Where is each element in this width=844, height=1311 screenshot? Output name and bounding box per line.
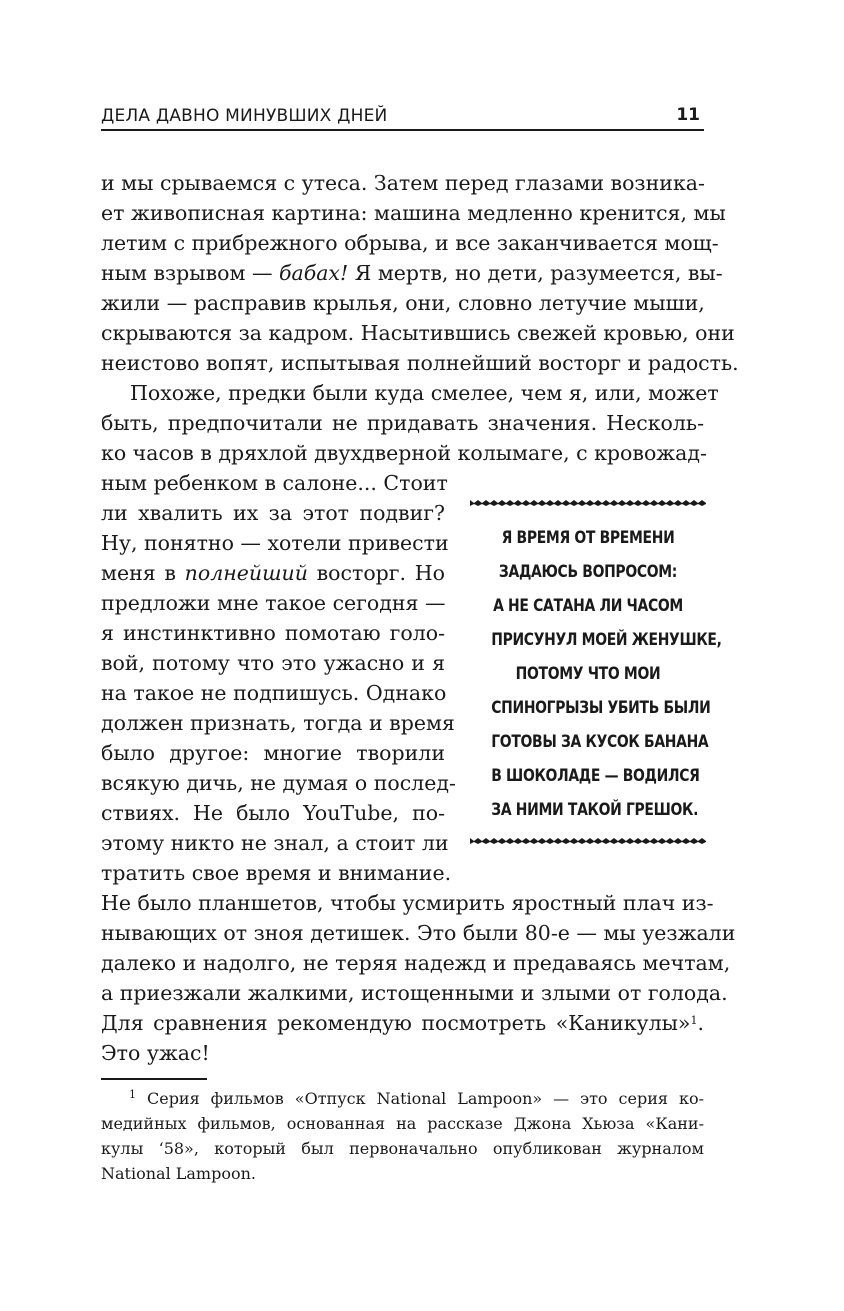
pull-quote-line: В ШОКОЛАДЕ — ВОДИЛСЯ: [491, 766, 700, 786]
text-line: меня в полнейший восторг. Но: [101, 561, 445, 585]
pull-quote-line: ЗА НИМИ ТАКОЙ ГРЕШОК.: [491, 800, 699, 820]
pull-quote-line: СПИНОГРЫЗЫ УБИТЬ БЫЛИ: [491, 698, 711, 718]
pull-quote-line: ГОТОВЫ ЗА КУСОК БАНАНА: [491, 732, 709, 752]
footnote-line: кулы ‘58», который был первоначально опубликован журналом: [101, 1139, 704, 1158]
text-line: летим с прибрежного обрыва, и все заканчивается мощ-: [101, 231, 719, 255]
text-line: Для сравнения рекомендую посмотреть «Каникулы»$^1$.: [101, 1011, 704, 1035]
text-line: ствиях. Не было YouTube, по-: [101, 801, 445, 825]
pull-quote-line: Я ВРЕМЯ ОТ ВРЕМЕНИ: [501, 528, 675, 548]
text-line: нывающих от зноя детишек. Это были 80-е — мы уезжали: [101, 921, 736, 945]
text-line: вой, потому что это ужасно и я: [101, 651, 445, 675]
page-number: 11: [676, 105, 700, 125]
text-line: жили — расправив крылья, они, словно летучие мыши,: [101, 291, 705, 315]
footnote-line: National Lampoon.: [101, 1164, 256, 1183]
text-line: Это ужас!: [101, 1041, 210, 1065]
running-title: ДЕЛА ДАВНО МИНУВШИХ ДНЕЙ: [101, 106, 388, 126]
pull-quote-line: ПОТОМУ ЧТО МОИ: [515, 664, 661, 684]
pull-quote: [470, 498, 722, 850]
text-line: этому никто не знал, а стоит ли: [101, 831, 449, 855]
text-line: Похоже, предки были куда смелее, чем я, или, может: [130, 381, 719, 405]
zigzag-border-bottom: [470, 836, 706, 846]
text-line: неистово вопят, испытывая полнейший восторг и радость.: [101, 351, 739, 375]
text-line: ным ребенком в салоне... Стоит: [101, 471, 448, 495]
text-line: далеко и надолго, не теряя надежд и предаваясь мечтам,: [101, 951, 731, 975]
footnote-line: медийных фильмов, основанная на рассказе Джона Хьюза «Кани-: [101, 1114, 704, 1133]
footnote-marker: 1: [129, 1088, 136, 1101]
emphasis: бабах!: [278, 261, 349, 285]
text-line: и мы срываемся с утеса. Затем перед глазами возника-: [101, 171, 705, 195]
text-line: быть, предпочитали не придавать значения. Несколь-: [101, 411, 704, 435]
text-line: ет живописная картина: машина медленно кренится, мы: [101, 201, 726, 225]
pull-quote-line: ЗАДАЮСЬ ВОПРОСОМ:: [498, 562, 678, 582]
text-line: всякую дичь, не думая о послед-: [101, 771, 456, 795]
text-line: ли хвалить их за этот подвиг?: [101, 501, 445, 525]
footnote-rule: [101, 1078, 207, 1080]
text-line: ко часов в дряхлой двухдверной колымаге, с кровожад-: [101, 441, 707, 465]
text-line: я инстинктивно помотаю голо-: [101, 621, 445, 645]
text-line: ным взрывом — бабах! Я мертв, но дети, разумеется, вы-: [101, 261, 723, 285]
text-line: Ну, понятно — хотели привести: [101, 531, 449, 555]
pull-quote-line: ПРИСУНУЛ МОЕЙ ЖЕНУШКЕ,: [491, 630, 722, 650]
text-line: должен признать, тогда и время: [101, 711, 455, 735]
emphasis: полнейший: [184, 561, 308, 585]
footnote-ref: 1: [690, 1014, 698, 1027]
text-line: скрываются за кадром. Насытившись свежей кровью, они: [101, 321, 735, 345]
text-line: было другое: многие творили: [101, 741, 445, 765]
text-line: а приезжали жалкими, истощенными и злыми от голода.: [101, 981, 728, 1005]
text-line: на такое не подпишусь. Однако: [101, 681, 447, 705]
running-header: [101, 102, 704, 132]
footnote-line: $^1$ Серия фильмов «Отпуск National Lampoon» — это серия ко-: [129, 1088, 704, 1108]
zigzag-border-top: [470, 498, 706, 508]
header-rule: [101, 129, 704, 131]
text-line: тратить свое время и внимание.: [101, 861, 452, 885]
text-line: предложи мне такое сегодня —: [101, 591, 446, 615]
text-line: Не было планшетов, чтобы усмирить яростный плач из-: [101, 891, 714, 915]
pull-quote-line: А НЕ САТАНА ЛИ ЧАСОМ: [493, 596, 683, 616]
